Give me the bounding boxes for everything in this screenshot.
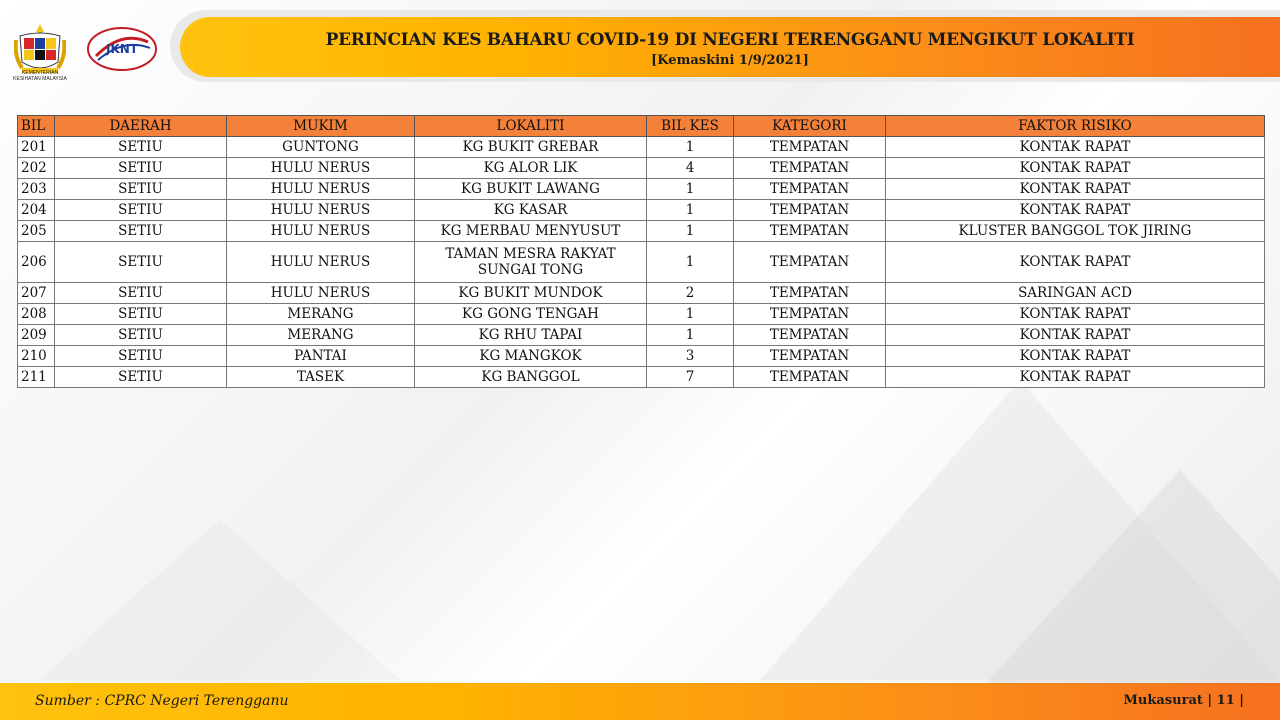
cell-bil-kes: 4 bbox=[647, 158, 734, 179]
cell-daerah: SETIU bbox=[55, 325, 227, 346]
column-header-mukim: MUKIM bbox=[227, 116, 415, 137]
cell-faktor-risiko: KONTAK RAPAT bbox=[886, 137, 1265, 158]
cell-bil-kes: 1 bbox=[647, 221, 734, 242]
cell-lokaliti: KG BANGGOL bbox=[415, 367, 647, 388]
cell-faktor-risiko: KONTAK RAPAT bbox=[886, 346, 1265, 367]
cell-kategori: TEMPATAN bbox=[734, 346, 886, 367]
table-row bbox=[18, 158, 1265, 179]
column-header-bil: BIL bbox=[18, 116, 55, 137]
cell-lokaliti: KG RHU TAPAI bbox=[415, 325, 647, 346]
table-row bbox=[18, 137, 1265, 158]
cell-lokaliti: KG BUKIT GREBAR bbox=[415, 137, 647, 158]
table-row bbox=[18, 200, 1265, 221]
cell-mukim: PANTAI bbox=[227, 346, 415, 367]
cell-bil: 206 bbox=[18, 242, 55, 283]
cell-kategori: TEMPATAN bbox=[734, 200, 886, 221]
cell-daerah: SETIU bbox=[55, 158, 227, 179]
cell-kategori: TEMPATAN bbox=[734, 304, 886, 325]
cell-faktor-risiko: KONTAK RAPAT bbox=[886, 367, 1265, 388]
cell-kategori: TEMPATAN bbox=[734, 158, 886, 179]
cell-daerah: SETIU bbox=[55, 137, 227, 158]
cell-bil: 211 bbox=[18, 367, 55, 388]
table-row bbox=[18, 242, 1265, 283]
cell-faktor-risiko: KONTAK RAPAT bbox=[886, 325, 1265, 346]
cell-bil: 208 bbox=[18, 304, 55, 325]
cell-mukim: TASEK bbox=[227, 367, 415, 388]
cell-mukim: MERANG bbox=[227, 304, 415, 325]
page-subtitle: [Kemaskini 1/9/2021] bbox=[651, 53, 809, 68]
cell-lokaliti: KG KASAR bbox=[415, 200, 647, 221]
cell-bil: 203 bbox=[18, 179, 55, 200]
jknt-logo bbox=[86, 26, 158, 72]
column-header-bil-kes: BIL KES bbox=[647, 116, 734, 137]
cell-faktor-risiko: SARINGAN ACD bbox=[886, 283, 1265, 304]
cell-faktor-risiko: KLUSTER BANGGOL TOK JIRING bbox=[886, 221, 1265, 242]
cell-kategori: TEMPATAN bbox=[734, 325, 886, 346]
cases-table bbox=[17, 115, 1265, 388]
cell-bil: 209 bbox=[18, 325, 55, 346]
column-header-lokaliti: LOKALITI bbox=[415, 116, 647, 137]
cell-kategori: TEMPATAN bbox=[734, 242, 886, 283]
cell-mukim: HULU NERUS bbox=[227, 158, 415, 179]
cell-daerah: SETIU bbox=[55, 367, 227, 388]
column-header-kategori: KATEGORI bbox=[734, 116, 886, 137]
cell-daerah: SETIU bbox=[55, 179, 227, 200]
cell-faktor-risiko: KONTAK RAPAT bbox=[886, 179, 1265, 200]
page-title: PERINCIAN KES BAHARU COVID-19 DI NEGERI TERENGGANU MENGIKUT LOKALITI bbox=[325, 30, 1135, 50]
cell-daerah: SETIU bbox=[55, 283, 227, 304]
background-shape bbox=[760, 380, 1280, 680]
cell-lokaliti: KG MERBAU MENYUSUT bbox=[415, 221, 647, 242]
cell-bil-kes: 1 bbox=[647, 179, 734, 200]
cell-bil: 204 bbox=[18, 200, 55, 221]
kkm-logo-caption: KEMENTERIAN KESIHATAN MALAYSIA bbox=[13, 70, 67, 82]
column-header-daerah: DAERAH bbox=[55, 116, 227, 137]
cell-mukim: HULU NERUS bbox=[227, 283, 415, 304]
cell-faktor-risiko: KONTAK RAPAT bbox=[886, 304, 1265, 325]
table-row bbox=[18, 304, 1265, 325]
cell-bil: 202 bbox=[18, 158, 55, 179]
cell-bil-kes: 2 bbox=[647, 283, 734, 304]
cell-bil-kes: 1 bbox=[647, 137, 734, 158]
cell-mukim: HULU NERUS bbox=[227, 200, 415, 221]
table-row bbox=[18, 283, 1265, 304]
background-shape bbox=[980, 470, 1280, 690]
table-row bbox=[18, 179, 1265, 200]
table-row bbox=[18, 346, 1265, 367]
cell-bil-kes: 1 bbox=[647, 304, 734, 325]
cell-faktor-risiko: KONTAK RAPAT bbox=[886, 200, 1265, 221]
cell-bil-kes: 7 bbox=[647, 367, 734, 388]
cell-faktor-risiko: KONTAK RAPAT bbox=[886, 242, 1265, 283]
jknt-logo-text: JKNT bbox=[106, 42, 138, 56]
cell-mukim: HULU NERUS bbox=[227, 242, 415, 283]
cell-mukim: GUNTONG bbox=[227, 137, 415, 158]
cell-daerah: SETIU bbox=[55, 304, 227, 325]
cell-daerah: SETIU bbox=[55, 346, 227, 367]
cell-bil-kes: 1 bbox=[647, 200, 734, 221]
column-header-faktor-risiko: FAKTOR RISIKO bbox=[886, 116, 1265, 137]
background-shape bbox=[40, 520, 400, 680]
cell-bil: 205 bbox=[18, 221, 55, 242]
cell-bil-kes: 1 bbox=[647, 325, 734, 346]
cell-bil: 207 bbox=[18, 283, 55, 304]
cell-bil: 210 bbox=[18, 346, 55, 367]
cell-lokaliti: KG MANGKOK bbox=[415, 346, 647, 367]
cell-mukim: MERANG bbox=[227, 325, 415, 346]
table-row bbox=[18, 367, 1265, 388]
table-header-row bbox=[18, 116, 1265, 137]
cell-kategori: TEMPATAN bbox=[734, 367, 886, 388]
cell-kategori: TEMPATAN bbox=[734, 283, 886, 304]
cell-daerah: SETIU bbox=[55, 221, 227, 242]
cell-bil-kes: 1 bbox=[647, 242, 734, 283]
table-row bbox=[18, 325, 1265, 346]
cell-kategori: TEMPATAN bbox=[734, 137, 886, 158]
cell-faktor-risiko: KONTAK RAPAT bbox=[886, 158, 1265, 179]
cell-lokaliti: KG BUKIT MUNDOK bbox=[415, 283, 647, 304]
page-number: Mukasurat | 11 | bbox=[1123, 693, 1244, 708]
cell-bil-kes: 3 bbox=[647, 346, 734, 367]
table-row bbox=[18, 221, 1265, 242]
cell-daerah: SETIU bbox=[55, 242, 227, 283]
source-note: Sumber : CPRC Negeri Terengganu bbox=[35, 693, 289, 709]
cell-mukim: HULU NERUS bbox=[227, 179, 415, 200]
cell-mukim: HULU NERUS bbox=[227, 221, 415, 242]
cell-kategori: TEMPATAN bbox=[734, 221, 886, 242]
cell-kategori: TEMPATAN bbox=[734, 179, 886, 200]
cell-lokaliti: TAMAN MESRA RAKYAT SUNGAI TONG bbox=[415, 242, 647, 283]
cell-lokaliti: KG GONG TENGAH bbox=[415, 304, 647, 325]
cell-daerah: SETIU bbox=[55, 200, 227, 221]
cell-bil: 201 bbox=[18, 137, 55, 158]
cell-lokaliti: KG BUKIT LAWANG bbox=[415, 179, 647, 200]
cell-lokaliti: KG ALOR LIK bbox=[415, 158, 647, 179]
